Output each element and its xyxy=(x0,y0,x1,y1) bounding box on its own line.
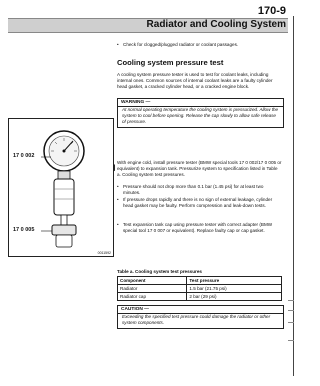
bullet-dot: • xyxy=(117,184,119,189)
table-cell: Radiator xyxy=(118,285,187,293)
step-bullet-2 xyxy=(117,197,282,209)
warning-text: At normal operating temperature the cooling system is pressurized. Allow the system to cool before opening. Release the cap slowly to allow safe release of pressure. xyxy=(118,106,283,127)
bullet-dot: • xyxy=(117,197,119,202)
table-caption: Table a. Cooling system test pressures xyxy=(117,269,202,274)
warning-box xyxy=(117,98,284,128)
caution-box xyxy=(117,305,284,329)
caution-text: Exceeding the specified test pressure could damage the radiator or other system components. xyxy=(118,313,283,328)
pressure-tester-illustration xyxy=(8,118,114,257)
caution-title: CAUTION — xyxy=(121,307,149,312)
table-row xyxy=(118,285,282,293)
margin-mark xyxy=(288,300,294,301)
step-bullet-text: Pressure should not drop more than 0.1 bar (1.45 psi) for at least two minutes. xyxy=(123,184,264,195)
bullet-dot: • xyxy=(117,222,119,227)
warning-title: WARNING — xyxy=(121,100,151,105)
step-text: With engine cold, install pressure tester (BMW special tools 17 0 002/17 0 005 or equivalent) to expansion tank. Pressurize system to specification listed in Table a. Cooling system test pressures. xyxy=(117,160,282,177)
table-cell: 2 bar (29 psi) xyxy=(187,293,282,301)
margin-mark xyxy=(288,322,294,323)
section-title: Cooling system pressure test xyxy=(117,58,224,67)
pressure-tester-drawing xyxy=(9,119,113,256)
page-number: 170-9 xyxy=(257,5,286,17)
margin-mark xyxy=(288,340,294,341)
table-cell: Radiator cap xyxy=(118,293,187,301)
margin-mark xyxy=(288,310,294,311)
table-cell: 1.5 bar (21.75 psi) xyxy=(187,285,282,293)
step-bullet-1 xyxy=(117,184,282,196)
tool-label-top: 17 0 002 xyxy=(13,153,35,159)
table-row xyxy=(118,293,282,301)
section-paragraph: A cooling system pressure tester is used to test for coolant leaks, including internal ones. Common sources of internal coolant leaks are a faulty cylinder head gasket, a cracked cylinder head, or a cracked engine block. xyxy=(117,72,273,89)
column-header: Component xyxy=(118,277,187,285)
figure-code: 0011592 xyxy=(97,251,111,255)
step-bullet-text: If pressure drops rapidly and there is no sign of external leakage, cylinder head gasket may be faulty. Perform compression and leak-down tests. xyxy=(123,197,273,208)
section-header-title: Radiator and Cooling System xyxy=(146,19,286,30)
bullet-dot: • xyxy=(117,42,119,47)
table-header-row xyxy=(118,277,282,285)
intro-bullet xyxy=(117,42,287,48)
tool-label-bottom: 17 0 005 xyxy=(13,227,35,233)
column-header: Test pressure xyxy=(187,277,282,285)
test-pressure-table xyxy=(117,276,282,301)
step-bullet-text: Test expansion tank cap using pressure tester with correct adapter (BMW special tool 17 0 007 or equivalent). Replace faulty cap or cap gasket. xyxy=(123,222,273,233)
step-bullet-3 xyxy=(117,222,282,234)
intro-bullet-text: Check for clogged/plugged radiator or coolant passages. xyxy=(123,42,239,47)
